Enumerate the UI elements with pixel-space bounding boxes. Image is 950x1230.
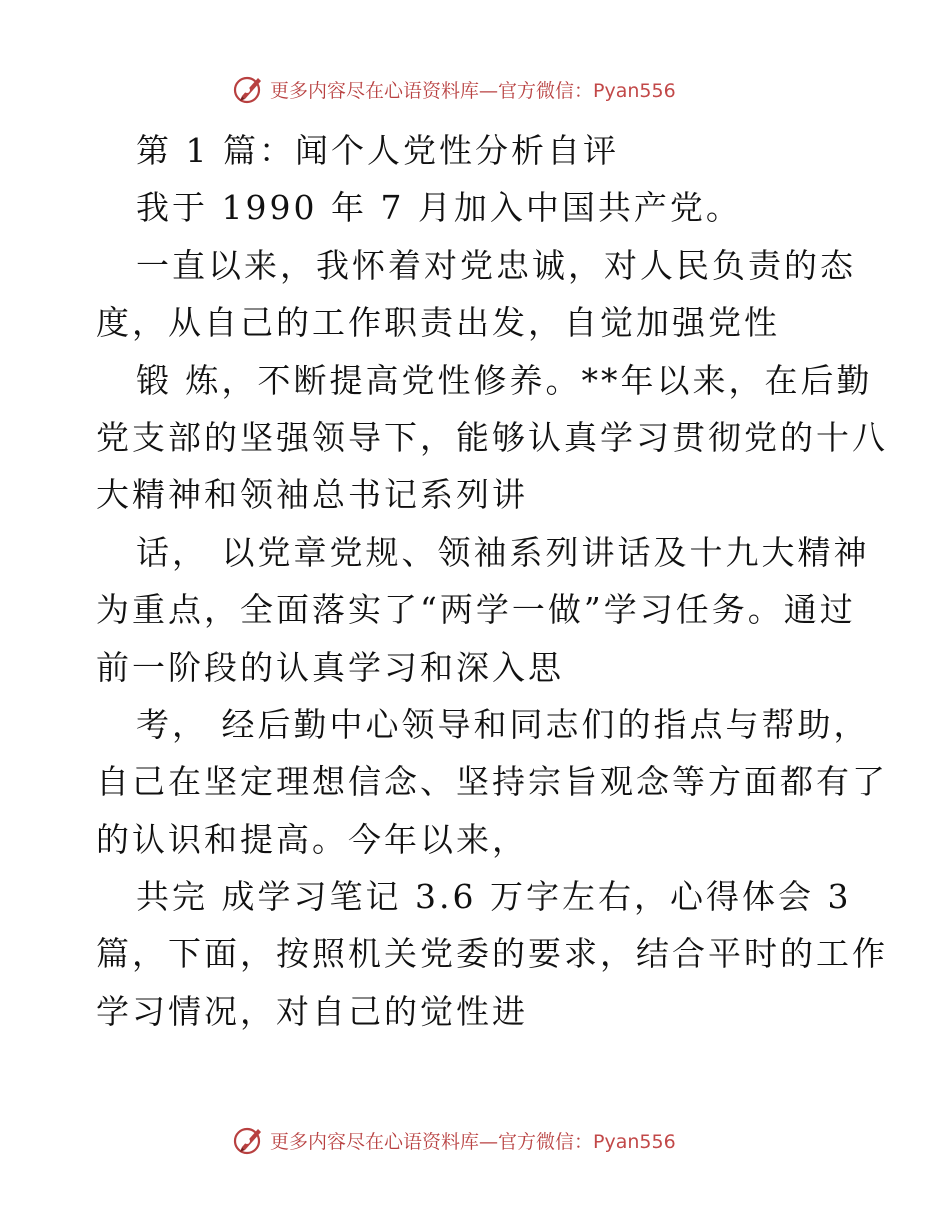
text-line: 学习情况，对自己的觉性进: [96, 991, 528, 1031]
banner-text: 更多内容尽在心语资料库—官方微信：Pyan556: [270, 79, 676, 102]
wechat-id: Pyan556: [593, 1130, 676, 1153]
text-line: 大精神和领袖总书记系列讲: [96, 475, 528, 515]
text-line: 我于 1990 年 7 月加入中国共产党。: [136, 188, 742, 228]
text-line: 党支部的坚强领导下，能够认真学习贯彻党的十八: [96, 417, 888, 457]
header-banner: [232, 72, 712, 106]
text-line: 篇，下面，按照机关党委的要求，结合平时的工作: [96, 934, 888, 974]
text-line: 第 1 篇：闻个人党性分析自评: [136, 131, 619, 170]
text-line: 话， 以党章党规、领袖系列讲话及十九大精神: [136, 532, 870, 572]
text-line: 度，从自己的工作职责出发，自觉加强党性: [96, 303, 780, 343]
footer-banner: [232, 1123, 712, 1157]
text-line: 考， 经后勤中心领导和同志们的指点与帮助，: [136, 704, 870, 744]
text-line: 锻 炼，不断提高党性修养。**年以来，在后勤: [136, 360, 873, 400]
text-line: 为重点，全面落实了“两学一做”学习任务。通过: [96, 590, 856, 630]
text-line: 一直以来，我怀着对党忠诚，对人民负责的态: [136, 245, 856, 285]
banner-text: 更多内容尽在心语资料库—官方微信：Pyan556: [270, 1130, 676, 1153]
text-line: 自己在坚定理想信念、坚持宗旨观念等方面都有了: [96, 762, 888, 802]
text-line: 前一阶段的认真学习和深入思: [96, 647, 564, 687]
text-line: 共完 成学习笔记 3.6 万字左右，心得体会 3: [136, 877, 852, 917]
document-body: [96, 122, 888, 1040]
pen-logo-icon: [232, 1123, 266, 1157]
pen-logo-icon: [232, 72, 266, 106]
text-line: 的认识和提高。今年以来，: [96, 819, 528, 859]
wechat-id: Pyan556: [593, 79, 676, 102]
